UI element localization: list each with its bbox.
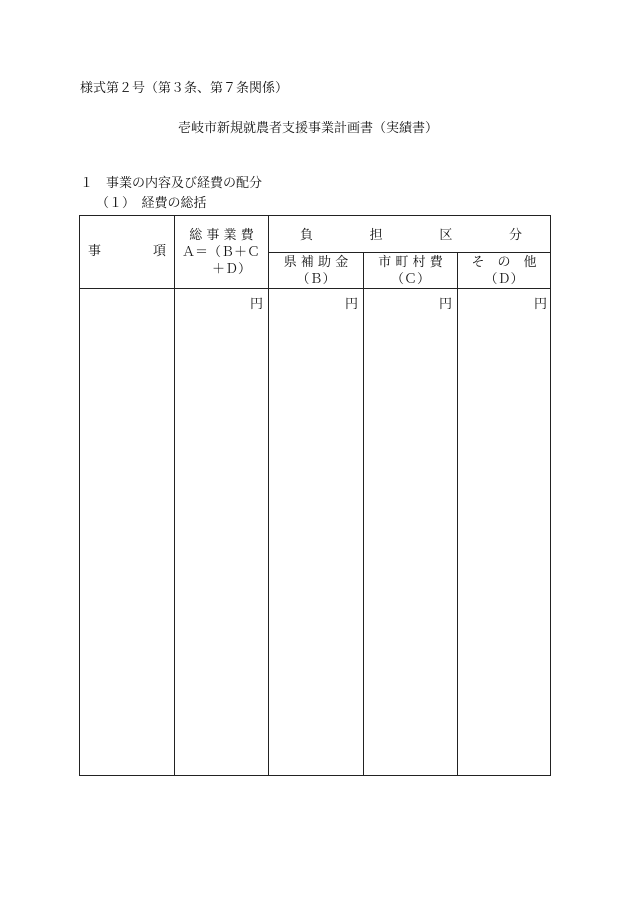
section-heading: １ 事業の内容及び経費の配分: [80, 176, 263, 191]
document-title: 壱岐市新規就農者支援事業計画書（実績書）: [178, 121, 439, 136]
header-burden-char1: 負: [300, 228, 314, 243]
header-total-line3: ＋Ｄ）: [212, 262, 252, 277]
subsection-heading: （１） 経費の総括: [96, 196, 207, 211]
header-burden-char4: 分: [508, 228, 522, 243]
header-prefecture-line1: 県 補 助 金: [283, 255, 349, 270]
unit-total: 円: [250, 297, 264, 312]
form-number: 様式第２号（第３条、第７条関係）: [80, 81, 289, 96]
header-total-line1: 総 事 業 費: [189, 228, 254, 243]
unit-city: 円: [439, 297, 453, 312]
header-item: [88, 243, 166, 260]
header-other-line2: （Ｄ）: [484, 272, 524, 287]
header-burden: [300, 227, 522, 244]
expense-summary-table: [79, 215, 551, 776]
header-prefecture-line2: （Ｂ）: [296, 272, 336, 287]
header-city-line2: （Ｃ）: [390, 272, 430, 287]
table-divider-burden-sub: [268, 252, 550, 253]
table-divider-col3: [363, 252, 364, 775]
table-divider-col2: [268, 216, 269, 775]
header-burden-char2: 担: [369, 228, 383, 243]
header-other-line1: そ の 他: [471, 255, 537, 270]
header-city-line1: 市 町 村 費: [378, 255, 443, 270]
header-item-right: 項: [152, 244, 166, 259]
unit-other: 円: [534, 297, 548, 312]
header-total-line2: Ａ＝（Ｂ＋Ｃ: [182, 245, 261, 260]
header-item-left: 事: [88, 244, 102, 259]
table-divider-col4: [457, 252, 458, 775]
table-divider-header: [80, 288, 550, 289]
header-burden-char3: 区: [439, 228, 453, 243]
unit-prefecture: 円: [345, 297, 359, 312]
table-divider-col1: [174, 216, 175, 775]
